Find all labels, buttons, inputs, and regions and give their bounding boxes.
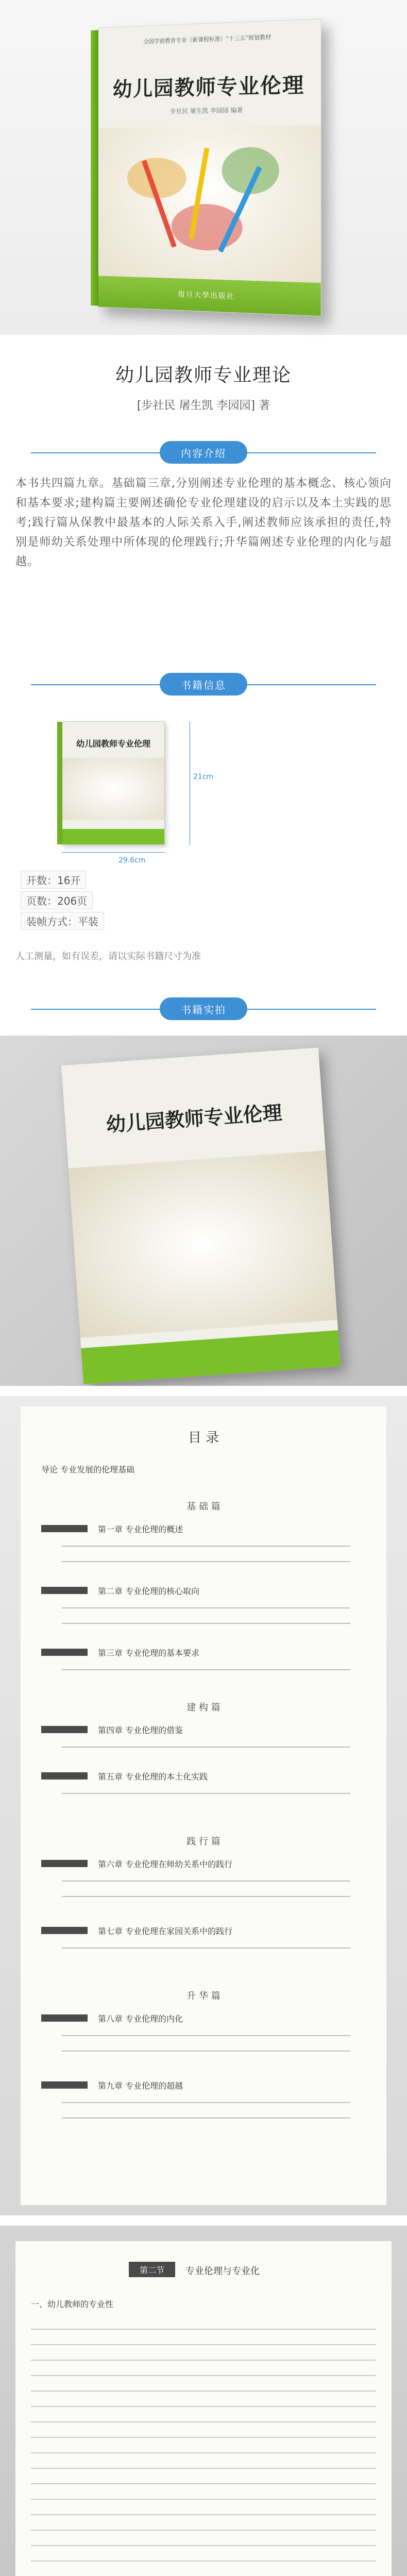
toc-chapter-marker bbox=[41, 1860, 88, 1867]
toc-rule bbox=[62, 2050, 350, 2052]
cover-publisher-band bbox=[98, 276, 321, 316]
hero-cover-image bbox=[0, 0, 407, 335]
spec-binding-value: 平装 bbox=[78, 916, 98, 928]
toc-ch5: 第五章 专业伦理的本土化实践 bbox=[98, 1772, 208, 1782]
toc-chapter-marker bbox=[41, 1649, 88, 1656]
toc-rule bbox=[62, 1546, 350, 1547]
toc-rule bbox=[62, 1607, 350, 1608]
width-dimension: 29.6cm bbox=[118, 856, 146, 865]
intro-paragraph: 本书共四篇九章。基础篇三章,分别阐述专业伦理的基本概念、核心领向和基本要求;建构篇主要阐述确伦专业伦理建设的启示以及本土实践的思考;践行篇从保教中最基本的人际关系入手,阐述教师应该承担的责任,特别是师幼关系处理中所体现的伦理践行;升华篇阐述专业伦理的内化与超越。 bbox=[15, 477, 392, 568]
toc-rule bbox=[62, 2117, 350, 2119]
book-thumbnail bbox=[62, 721, 165, 845]
cover-authors: 步社民 屠生凯 李园园 编著 bbox=[170, 106, 243, 115]
toc-chapter-marker bbox=[41, 1726, 88, 1733]
toc-rule bbox=[62, 1947, 350, 1948]
toc-intro: 导论 专业发展的伦理基础 bbox=[41, 1465, 135, 1475]
toc-chapter-marker bbox=[41, 1927, 88, 1934]
toc-rule bbox=[62, 1793, 350, 1794]
toc-page bbox=[21, 1406, 386, 2205]
section-title-photos: 书籍实拍 bbox=[160, 997, 247, 1020]
thumbnail-art bbox=[62, 758, 164, 820]
photo-book-band bbox=[81, 1330, 341, 1384]
toc-rule bbox=[62, 1669, 350, 1670]
toc-rule bbox=[62, 1623, 350, 1624]
toc-ch3: 第三章 专业伦理的基本要求 bbox=[98, 1648, 200, 1658]
toc-part-3: 践 行 篇 bbox=[186, 1836, 221, 1847]
book-cover-3d bbox=[98, 19, 321, 316]
toc-ch6: 第六章 专业伦理在师幼关系中的践行 bbox=[98, 1859, 233, 1869]
thumbnail-band bbox=[62, 829, 164, 844]
book-info-panel bbox=[15, 711, 392, 866]
cover-illustration bbox=[98, 125, 321, 285]
toc-chapter-marker bbox=[41, 2014, 88, 2022]
section-header-photos bbox=[0, 994, 407, 1023]
photo-cover bbox=[0, 1036, 407, 1386]
spec-binding-label: 装帧方式 bbox=[26, 916, 67, 928]
book-spine bbox=[91, 30, 98, 306]
page-authors: [步社民 屠生凯 李园园] 著 bbox=[137, 399, 270, 412]
photo-inner-page bbox=[0, 2226, 407, 2576]
section-title-info: 书籍信息 bbox=[160, 673, 247, 696]
cover-title: 幼儿园教师专业伦理 bbox=[112, 72, 305, 101]
spec-binding: 装帧方式：平装 bbox=[21, 912, 104, 930]
toc-ch4: 第四章 专业伦理的借鉴 bbox=[98, 1725, 183, 1735]
spec-format: 开数：16开 bbox=[21, 871, 86, 889]
toc-part-4: 升 华 篇 bbox=[186, 1991, 221, 2002]
toc-rule bbox=[62, 1561, 350, 1562]
photo-toc bbox=[0, 1396, 407, 2215]
section-header-info bbox=[0, 670, 407, 699]
toc-rule bbox=[62, 2102, 350, 2103]
book-spine bbox=[57, 722, 62, 844]
toc-ch1: 第一章 专业伦理的概述 bbox=[98, 1524, 183, 1534]
toc-part-2: 建 构 篇 bbox=[186, 1702, 221, 1713]
cover-publisher: 復旦大學出版社 bbox=[178, 291, 235, 301]
height-dimension: 21cm bbox=[193, 773, 214, 781]
spec-pages-label: 页数 bbox=[26, 895, 47, 907]
toc-chapter-marker bbox=[41, 1587, 88, 1594]
toc-part-1: 基 础 篇 bbox=[186, 1501, 221, 1512]
toc-chapter-marker bbox=[41, 1772, 88, 1780]
spec-pages-value: 206页 bbox=[57, 895, 88, 907]
inner-section-title: 专业伦理与专业化 bbox=[185, 2266, 260, 2277]
toc-ch7: 第七章 专业伦理在家园关系中的践行 bbox=[98, 1926, 233, 1936]
measurement-note: 人工测量，如有误差，请以实际书籍尺寸为准 bbox=[15, 951, 201, 962]
spec-format-value: 16开 bbox=[57, 874, 81, 887]
spec-format-label: 开数 bbox=[26, 874, 47, 887]
toc-ch9: 第九章 专业伦理的超越 bbox=[98, 2081, 183, 2091]
width-dimension-line bbox=[62, 852, 165, 853]
toc-chapter-marker bbox=[41, 1525, 88, 1532]
toc-rule bbox=[62, 1880, 350, 1882]
toc-heading: 目 录 bbox=[188, 1430, 219, 1446]
inner-section-tag: 第二节 bbox=[129, 2262, 175, 2277]
inner-page bbox=[15, 2241, 392, 2576]
photo-book bbox=[61, 1047, 341, 1384]
toc-ch2: 第二章 专业伦理的核心取向 bbox=[98, 1586, 200, 1596]
photo-book-title: 幼儿园教师专业伦理 bbox=[105, 1100, 283, 1137]
section-header-intro bbox=[0, 438, 407, 467]
inner-body-text bbox=[31, 2318, 376, 2576]
toc-rule bbox=[62, 1747, 350, 1748]
section-title-intro: 内容介绍 bbox=[160, 441, 247, 464]
page-title: 幼儿园教师专业理论 bbox=[115, 365, 292, 386]
spec-pages: 页数：206页 bbox=[21, 891, 93, 909]
thumbnail-title: 幼儿园教师专业伦理 bbox=[76, 739, 150, 749]
cover-series: 全国学前教育专业（新课程标准）"十三五"规划教材 bbox=[143, 33, 272, 45]
toc-chapter-marker bbox=[41, 2081, 88, 2089]
cover-series-bar bbox=[98, 19, 321, 58]
toc-ch8: 第八章 专业伦理的内化 bbox=[98, 2014, 183, 2024]
toc-rule bbox=[62, 2035, 350, 2036]
inner-subtitle: 一、幼儿教师的专业性 bbox=[31, 2299, 114, 2309]
photo-book-art bbox=[69, 1150, 337, 1338]
toc-rule bbox=[62, 1896, 350, 1897]
